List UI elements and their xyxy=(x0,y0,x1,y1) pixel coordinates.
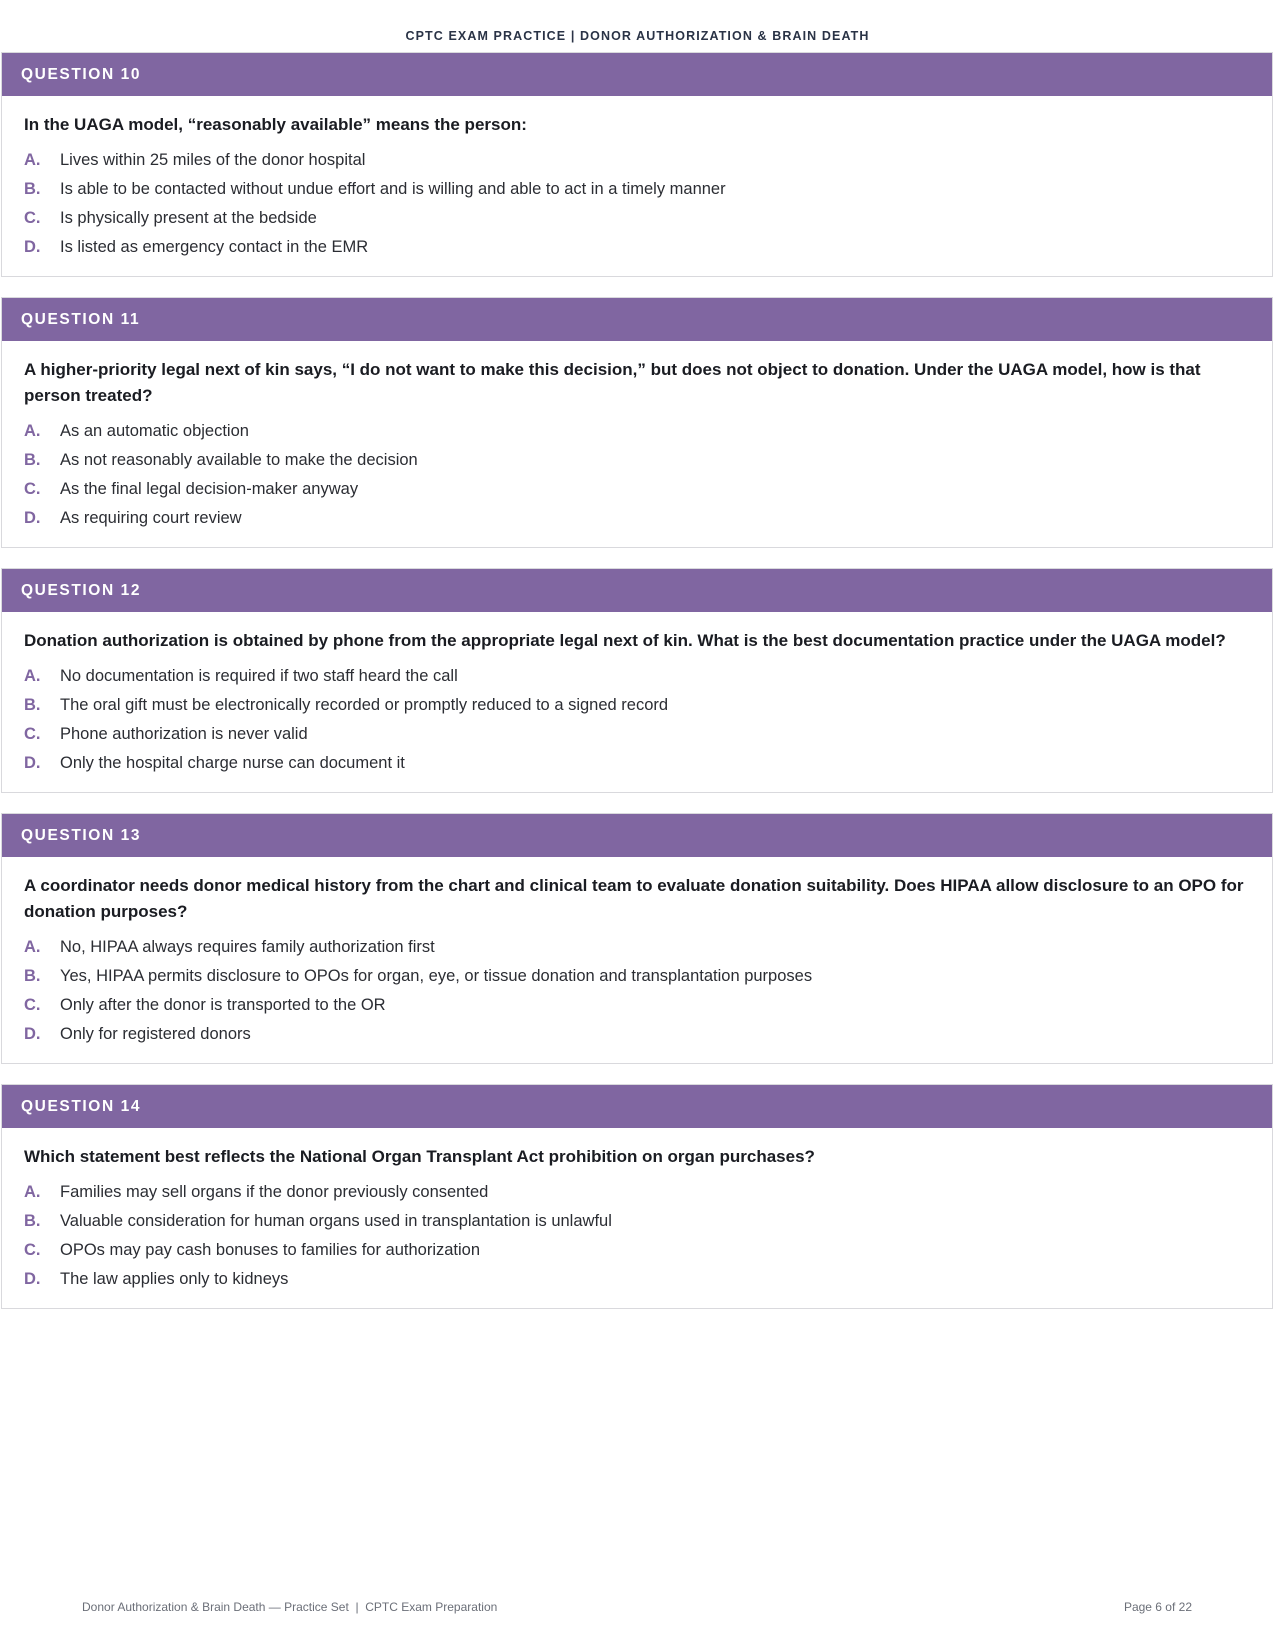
option-text: No documentation is required if two staff heard the call xyxy=(60,667,458,685)
option-text: Only the hospital charge nurse can document it xyxy=(60,754,405,772)
question-body xyxy=(2,857,1272,1063)
option-text: As an automatic objection xyxy=(60,422,249,440)
footer-document-title: Donor Authorization & Brain Death — Practice Set | CPTC Exam Preparation xyxy=(82,1600,498,1614)
option-letter: A. xyxy=(24,422,41,440)
question-stem: Donation authorization is obtained by phone from the appropriate legal next of kin. What is the best documentation practice under the UAGA model? xyxy=(24,631,1226,650)
question-label: QUESTION 10 xyxy=(2,53,1272,96)
answer-option xyxy=(24,933,1250,962)
answer-option xyxy=(24,1178,1250,1207)
option-letter: D. xyxy=(24,754,41,772)
option-letter: D. xyxy=(24,1270,41,1288)
answer-option xyxy=(24,662,1250,691)
option-letter: A. xyxy=(24,1183,41,1201)
answer-option xyxy=(24,446,1250,475)
option-text: The oral gift must be electronically recorded or promptly reduced to a signed record xyxy=(60,696,669,714)
answer-option xyxy=(24,146,1250,175)
question-label: QUESTION 14 xyxy=(2,1085,1272,1128)
option-text: As not reasonably available to make the decision xyxy=(60,451,418,469)
answer-option xyxy=(24,749,1250,778)
option-text: Families may sell organs if the donor previously consented xyxy=(60,1183,489,1201)
option-letter: B. xyxy=(24,180,41,198)
page-number: Page 6 of 22 xyxy=(1123,1600,1192,1614)
option-text: Lives within 25 miles of the donor hospital xyxy=(60,151,366,169)
answer-option xyxy=(24,1265,1250,1294)
option-letter: C. xyxy=(24,725,41,743)
option-text: Is physically present at the bedside xyxy=(60,209,317,227)
option-letter: A. xyxy=(24,938,41,956)
answer-option xyxy=(24,204,1250,233)
option-text: As the final legal decision-maker anyway xyxy=(60,480,359,498)
question-card xyxy=(1,1084,1273,1309)
question-stem: Which statement best reflects the National Organ Transplant Act prohibition on organ purchases? xyxy=(24,1147,815,1166)
answer-options xyxy=(24,933,1250,1049)
option-letter: B. xyxy=(24,451,41,469)
option-letter: C. xyxy=(24,996,41,1014)
answer-option xyxy=(24,175,1250,204)
answer-option xyxy=(24,417,1250,446)
option-text: The law applies only to kidneys xyxy=(60,1270,289,1288)
option-text: Only for registered donors xyxy=(60,1025,251,1043)
answer-option xyxy=(24,1236,1250,1265)
question-body xyxy=(2,1128,1272,1308)
option-letter: B. xyxy=(24,1212,41,1230)
option-text: Valuable consideration for human organs used in transplantation is unlawful xyxy=(60,1212,612,1230)
option-text: Only after the donor is transported to the OR xyxy=(60,996,386,1014)
answer-options xyxy=(24,1178,1250,1294)
question-stem: A higher-priority legal next of kin says, “I do not want to make this decision,” but does not object to donation. Under the UAGA model, how is that person treated? xyxy=(24,360,1201,405)
option-letter: A. xyxy=(24,151,41,169)
option-text: Is listed as emergency contact in the EMR xyxy=(60,238,369,256)
option-text: No, HIPAA always requires family authorization first xyxy=(60,938,435,956)
answer-option xyxy=(24,962,1250,991)
option-text: Phone authorization is never valid xyxy=(60,725,308,743)
answer-option xyxy=(24,475,1250,504)
page-footer xyxy=(82,1600,1192,1614)
answer-option xyxy=(24,720,1250,749)
answer-option xyxy=(24,1207,1250,1236)
answer-option xyxy=(24,691,1250,720)
answer-option xyxy=(24,991,1250,1020)
question-stem: In the UAGA model, “reasonably available” means the person: xyxy=(24,115,527,134)
question-card xyxy=(1,813,1273,1064)
option-letter: D. xyxy=(24,238,41,256)
question-label: QUESTION 11 xyxy=(2,298,1272,341)
answer-option xyxy=(24,1020,1250,1049)
option-text: Yes, HIPAA permits disclosure to OPOs for organ, eye, or tissue donation and transplantation purposes xyxy=(60,967,813,985)
answer-options xyxy=(24,417,1250,533)
question-body xyxy=(2,341,1272,547)
question-card xyxy=(1,297,1273,548)
option-letter: B. xyxy=(24,967,41,985)
answer-option xyxy=(24,233,1250,262)
question-body xyxy=(2,96,1272,276)
option-text: As requiring court review xyxy=(60,509,242,527)
question-card xyxy=(1,52,1273,277)
question-stem: A coordinator needs donor medical history from the chart and clinical team to evaluate donation suitability. Does HIPAA allow disclosure to an OPO for donation purposes? xyxy=(24,876,1244,921)
option-letter: A. xyxy=(24,667,41,685)
option-letter: C. xyxy=(24,480,41,498)
running-header: CPTC EXAM PRACTICE | DONOR AUTHORIZATION & BRAIN DEATH xyxy=(405,29,870,43)
option-letter: D. xyxy=(24,509,41,527)
question-card xyxy=(1,568,1273,793)
option-letter: D. xyxy=(24,1025,41,1043)
question-label: QUESTION 12 xyxy=(2,569,1272,612)
option-letter: B. xyxy=(24,696,41,714)
answer-options xyxy=(24,146,1250,262)
option-text: Is able to be contacted without undue effort and is willing and able to act in a timely manner xyxy=(60,180,726,198)
option-letter: C. xyxy=(24,209,41,227)
option-letter: C. xyxy=(24,1241,41,1259)
option-text: OPOs may pay cash bonuses to families for authorization xyxy=(60,1241,481,1259)
answer-options xyxy=(24,662,1250,778)
question-label: QUESTION 13 xyxy=(2,814,1272,857)
question-list xyxy=(1,52,1273,1329)
question-body xyxy=(2,612,1272,792)
answer-option xyxy=(24,504,1250,533)
